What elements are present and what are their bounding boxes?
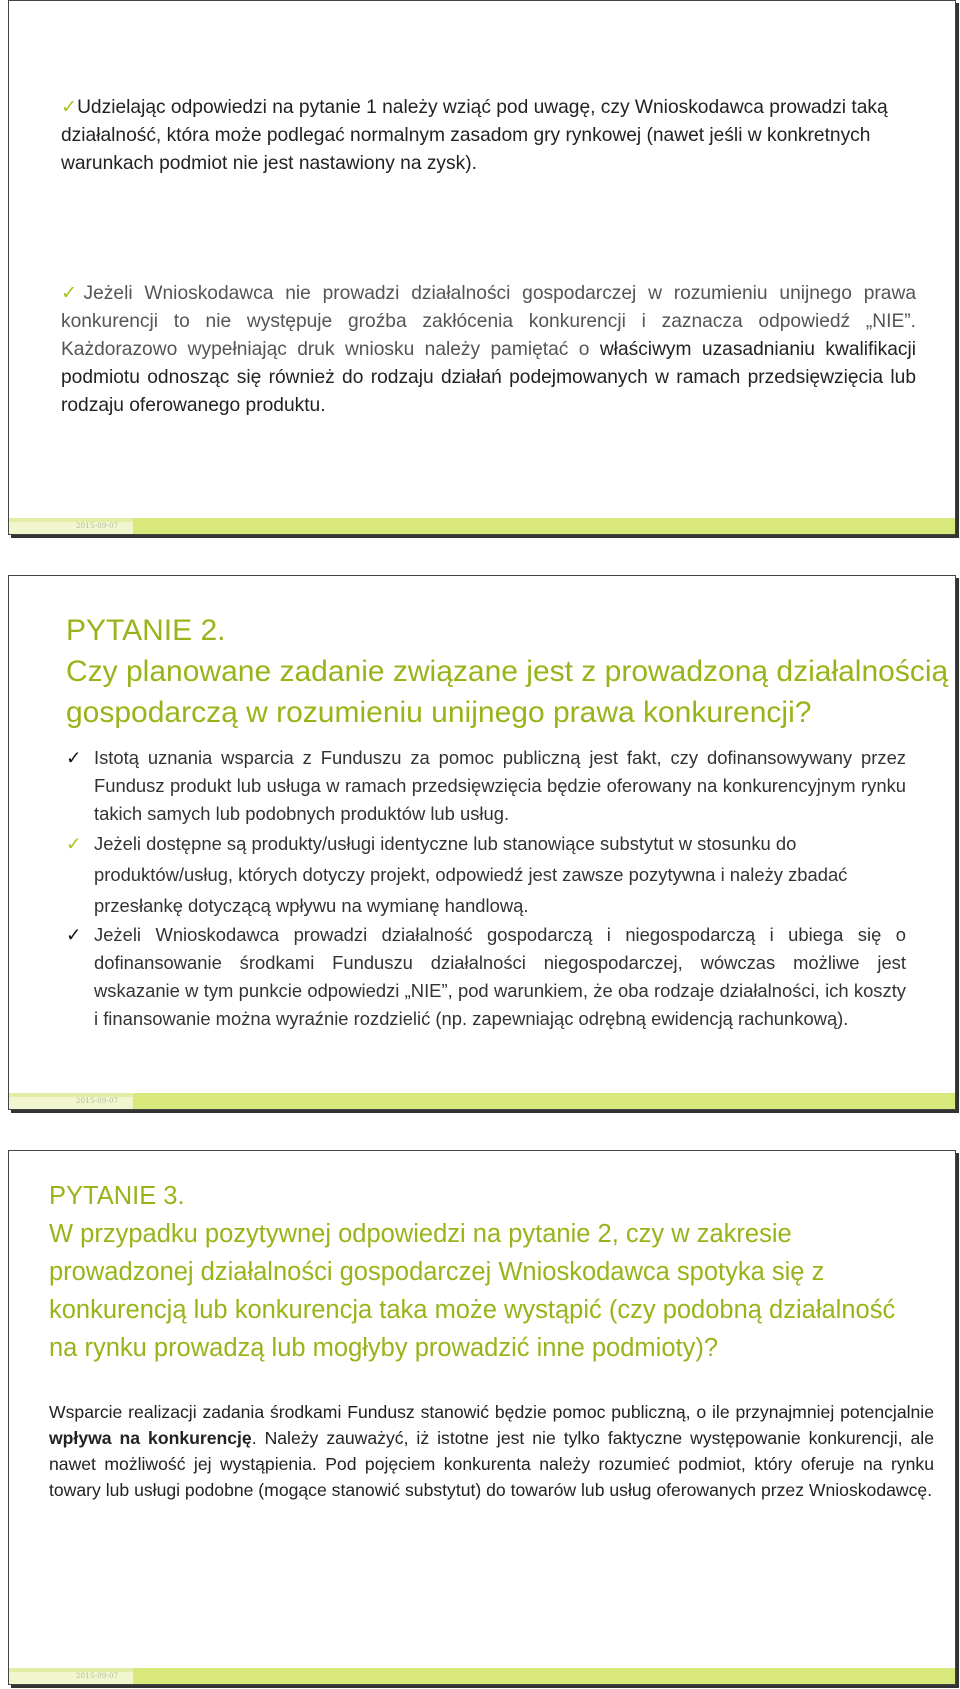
slide-footer — [9, 1093, 955, 1109]
slide2-title-line-3: gospodarczą w rozumieniu unijnego prawa konkurencji? — [66, 696, 812, 729]
slide-footer — [9, 518, 955, 534]
check-icon: ✓ — [61, 281, 84, 304]
slide1-para1-text: Udzielając odpowiedzi na pytanie 1 należy wziąć pod uwagę, czy Wnioskodawca prowadzi taką działalność, która może podlegać normalnym zasadom gry rynkowej (nawet jeśli w konkretnych warunkach podmiot nie jest nastawiony na zysk). — [61, 97, 888, 174]
slide-1 — [8, 0, 956, 535]
slide1-paragraph-2 — [61, 279, 916, 420]
slide1-paragraph-1 — [61, 93, 916, 178]
slide3-title-line-1: PYTANIE 3. — [49, 1182, 185, 1210]
footer-date: 2015-09-07 — [76, 1672, 119, 1680]
slide-3 — [8, 1150, 956, 1685]
list-item: ✓ Istotą uznania wsparcia z Funduszu za pomoc publiczną jest fakt, czy dofinansowywany przez Fundusz produkt lub usługa w ramach przedsięwzięcia będzie oferowany na konkurencyjnym rynku takich samych lub podobnych produktów lub usług. — [66, 744, 906, 828]
slide-2 — [8, 575, 956, 1110]
slide3-body-bold: wpływa na konkurencję — [49, 1428, 252, 1448]
footer-date: 2015-09-07 — [76, 522, 119, 530]
footer-date: 2015-09-07 — [76, 1097, 119, 1105]
check-icon: ✓ — [66, 924, 82, 945]
check-icon: ✓ — [61, 95, 78, 118]
check-icon: ✓ — [66, 747, 82, 768]
slide3-body — [49, 1399, 934, 1503]
check-icon: ✓ — [66, 833, 82, 854]
slide2-bullet-list — [66, 744, 906, 1033]
slide2-title — [66, 610, 948, 733]
slide1-para2-text-a: Jeżeli Wnioskodawca nie prowadzi działalności gospodarczej w rozumieniu unijnego prawa konkurencji to nie występuje groźba zakłócenia konkurencji i zaznacza odpowiedź „NIE”. Każdorazowo wypełniając druk wniosku należy pamiętać o — [61, 283, 916, 360]
slide-footer — [9, 1668, 955, 1684]
slide1-para2-text-b: właściwym uzasadnianiu kwalifikacji podmiotu odnosząc się również do rodzaju działań podejmowanych w ramach przedsięwzięcia lub rodzaju oferowanego produktu. — [61, 339, 916, 416]
slide3-title-line-2: W przypadku pozytywnej odpowiedzi na pytanie 2, czy w zakresie prowadzonej działalności gospodarczej Wnioskodawca spotyka się z konkurencją lub konkurencja taka może wystąpić (czy podobną działalność na rynku prowadzą lub mogłyby prowadzić inne podmioty)? — [49, 1220, 896, 1362]
slide3-body-text-a: Wsparcie realizacji zadania środkami Fundusz stanowić będzie pomoc publiczną, o ile przynajmniej potencjalnie — [49, 1402, 934, 1422]
list-item: ✓ Jeżeli dostępne są produkty/usługi identyczne lub stanowiące substytut w stosunku do produktów/usług, których dotyczy projekt, odpowiedź jest zawsze pozytywna i należy zbadać przesłankę dotyczącą wpływu na wymianę handlową. — [66, 828, 906, 921]
slide3-title — [49, 1177, 929, 1367]
list-item: ✓ Jeżeli Wnioskodawca prowadzi działalność gospodarczą i niegospodarczą i ubiega się o dofinansowanie środkami Funduszu działalności niegospodarczej, wówczas możliwe jest wskazanie w tym punkcie odpowiedzi „NIE”, pod warunkiem, że oba rodzaje działalności, ich koszty i finansowanie można wyraźnie rozdzielić (np. zapewniając odrębną ewidencją rachunkową). — [66, 921, 906, 1033]
slide2-title-line-2: Czy planowane zadanie związane jest z prowadzoną działalnością — [66, 655, 949, 688]
slide2-title-line-1: PYTANIE 2. — [66, 614, 226, 647]
slide3-body-text-b: . Należy zauważyć, iż istotne jest nie tylko faktyczne występowanie konkurencji, ale nawet możliwość jej wystąpienia. Pod pojęciem konkurenta należy rozumieć podmiot, który oferuje na rynku towary lub usługi podobne (mogące stanowić substytut) do towarów lub usług oferowanych przez Wnioskodawcę. — [49, 1428, 934, 1500]
